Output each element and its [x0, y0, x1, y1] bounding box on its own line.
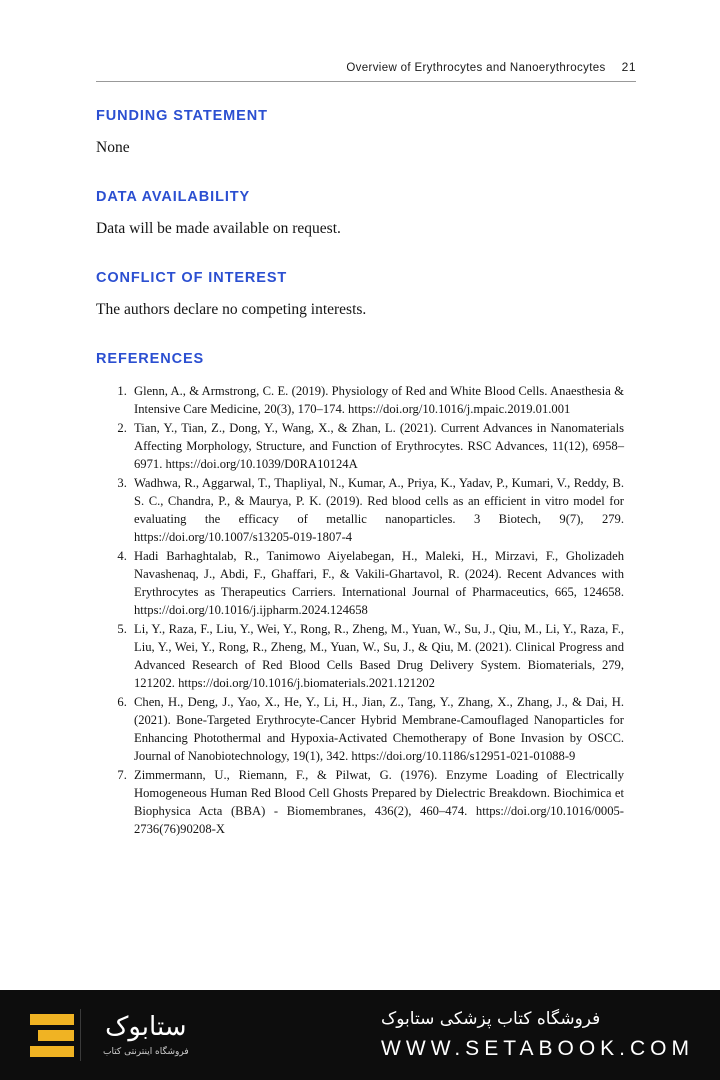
section-references: [96, 351, 624, 839]
footer-divider: [80, 1009, 81, 1061]
section-data-availability: [96, 189, 624, 240]
footer-website: WWW.SETABOOK.COM: [381, 1037, 694, 1060]
reference-item: 5. Li, Y., Raza, F., Liu, Y., Wei, Y., Rong, R., Zheng, M., Yuan, W., Su, J., Qiu, M., Li, Y., Raza, F., Liu, Y., Wei, Y., Rong, R., Zheng, M., Yuan, W., Su, J., & Qiu, M. (2021). Clinical Progress and Advanced Research of Red Blood Cells Based Drug Delivery System. Biomaterials, 279, 121202. https://doi.org/10.1016/j.biomaterials.2021.121202: [130, 621, 624, 693]
reference-item: 4. Hadi Barhaghtalab, R., Tanimowo Aiyelabegan, H., Maleki, H., Mirzavi, F., Gholizadeh Navashenaq, J., Abdi, F., Ghaffari, F., & Vakili-Ghartavol, R. (2024). Recent Advances with Erythrocytes as Therapeutics Carriers. International Journal of Pharmaceutics, 665, 124658. https://doi.org/10.1016/j.ijpharm.2024.124658: [130, 548, 624, 620]
section-heading-funding: FUNDING STATEMENT: [96, 108, 268, 124]
brand-logo-word: ستابوک: [105, 1011, 187, 1042]
reference-item: 1. Glenn, A., & Armstrong, C. E. (2019). Physiology of Red and White Blood Cells. Anaesthesia & Intensive Care Medicine, 20(3), 170–174. https://doi.org/10.1016/j.mpaic.2019.01.001: [130, 383, 624, 419]
section-heading-references: REFERENCES: [96, 350, 205, 367]
section-funding-statement: [96, 108, 624, 159]
reference-item: 7. Zimmermann, U., Riemann, F., & Pilwat, G. (1976). Enzyme Loading of Electrically Homogeneous Human Red Blood Cell Ghosts Prepared by Dielectric Breakdown. Biochimica et Biophysica Acta (BBA) - Biomembranes, 436(2), 460–474. https://doi.org/10.1016/0005-2736(76)90208-X: [130, 767, 624, 839]
footer-banner: [0, 990, 720, 1080]
section-body-conflict: The authors declare no competing interests.: [96, 300, 367, 318]
reference-item: 6. Chen, H., Deng, J., Yao, X., He, Y., Li, H., Jian, Z., Tang, Y., Zhang, X., Zhang, J., & Dai, H. (2021). Bone-Targeted Erythrocyte-Cancer Hybrid Membrane-Camouflaged Nanoparticles for Enhancing Photothermal and Hypoxia-Activated Chemotherapy of Bone Invasion by OSCC. Journal of Nanobiotechnology, 19(1), 342. https://doi.org/10.1186/s12951-021-01088-9: [130, 694, 624, 766]
section-heading-conflict: CONFLICT OF INTEREST: [96, 269, 288, 286]
page-number: 21: [621, 60, 636, 74]
reference-item: 3. Wadhwa, R., Aggarwal, T., Thapliyal, N., Kumar, A., Priya, K., Yadav, P., Kumari, V., Reddy, B. S. C., Chandra, P., & Maurya, P. K. (2019). Red blood cells as an efficient in vitro model for evaluating the efficacy of metallic nanoparticles. 3 Biotech, 9(7), 279. https://doi.org/10.1007/s13205-019-1807-4: [130, 475, 624, 547]
section-body-funding: None: [96, 139, 130, 156]
brand-logo: [103, 1011, 189, 1057]
footer-logo-group: [26, 1009, 209, 1061]
section-body-data-availability: Data will be made available on request.: [96, 219, 341, 237]
footer-tagline: فروشگاه کتاب پزشکی ستابوک: [381, 1009, 601, 1029]
section-conflict-of-interest: [96, 270, 624, 321]
stacked-books-icon: [30, 1014, 74, 1057]
section-heading-data-availability: DATA AVAILABILITY: [96, 188, 251, 205]
brand-logo-subtitle: فروشگاه اینترنتی کتاب: [103, 1046, 189, 1057]
reference-item: 2. Tian, Y., Tian, Z., Dong, Y., Wang, X., & Zhan, L. (2021). Current Advances in Nanomaterials Affecting Morphology, Structure, and Function of Erythrocytes. RSC Advances, 11(12), 6958–6971. https://doi.org/10.1039/D0RA10124A: [130, 420, 624, 474]
footer-brand-text: [381, 1009, 694, 1061]
running-head-title: Overview of Erythrocytes and Nanoerythrocytes: [346, 62, 606, 74]
running-head: [96, 60, 636, 82]
reference-list: [96, 383, 624, 839]
